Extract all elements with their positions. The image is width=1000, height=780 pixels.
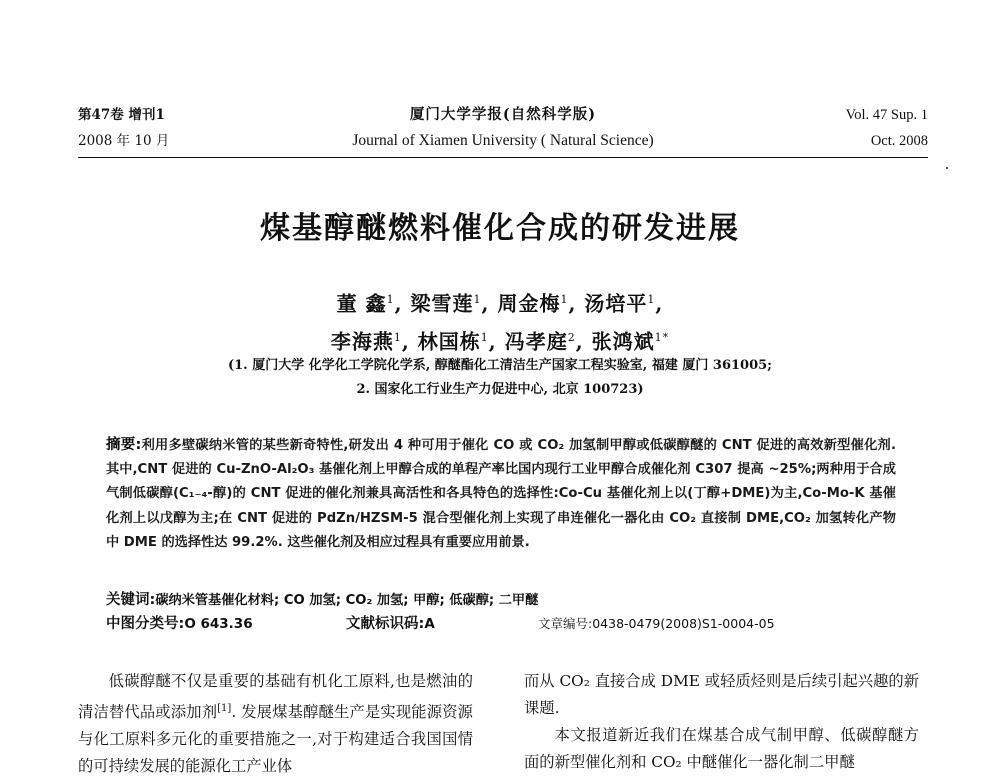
body-paragraph: 本文报道新近我们在煤基合成气制甲醇、低碳醇醚方面的新型催化剂和 CO₂ 中醚催化一器化制二甲醚 bbox=[524, 726, 919, 771]
author-affil-mark: 1 bbox=[386, 293, 395, 306]
author: 梁雪莲 bbox=[410, 291, 474, 316]
volume-info-en bbox=[846, 102, 928, 154]
author: 林国栋 bbox=[417, 329, 481, 354]
article-number: 文章编号:0438-0479(2008)S1-0004-05 bbox=[538, 616, 775, 631]
doc-code-value: A bbox=[424, 616, 435, 632]
author: 汤培平 bbox=[584, 291, 648, 316]
author: 董 鑫 bbox=[336, 291, 387, 316]
body-text: . 发展煤基醇醚生产是实现能源资源与化工原料多元化的重要措施之一,对于构建适合我国国情的可持续发展的能源化工产业体 bbox=[78, 703, 473, 776]
clc-number bbox=[106, 613, 253, 635]
affiliations bbox=[0, 354, 1000, 402]
author-list bbox=[0, 283, 1000, 358]
document-code bbox=[346, 613, 435, 635]
body-text: 低碳醇醚不仅是重要的基础有机化工原料,也是燃油的清洁替代品或添加剂 bbox=[78, 672, 473, 722]
clc-value: O 643.36 bbox=[184, 616, 253, 632]
author-affil-mark: 1 bbox=[480, 330, 489, 344]
header-rule bbox=[78, 157, 928, 158]
author: 周金梅 bbox=[497, 291, 561, 316]
volume-issue-en: Vol. 47 Sup. 1 bbox=[845, 107, 928, 123]
journal-name-cn: 厦门大学学报(自然科学版) bbox=[409, 106, 597, 123]
body-paragraph bbox=[78, 668, 473, 780]
running-header bbox=[78, 102, 928, 162]
body-paragraph: 而从 CO₂ 直接合成 DME 或轻质烃则是后续引起兴趣的新课题. bbox=[524, 672, 919, 717]
affiliation-1: (1. 厦门大学 化学化工学院化学系, 醇醚酯化工清洁生产国家工程实验室, 福建 厦门 361005; bbox=[227, 358, 772, 373]
scan-speck bbox=[946, 167, 948, 169]
keywords-label: 关键词: bbox=[106, 592, 156, 608]
publication-date: 2008 年 10 月 bbox=[78, 133, 170, 149]
paper-title: 煤基醇醚燃料催化合成的研发进展 bbox=[260, 211, 740, 246]
journal-name bbox=[78, 102, 928, 154]
author-affil-mark: 1* bbox=[654, 330, 670, 344]
volume-issue: 第47卷 增刊1 bbox=[78, 107, 165, 123]
affiliation-2: 2. 国家化工行业生产力促进中心, 北京 100723) bbox=[356, 382, 644, 397]
author-line-1: 董 鑫$^1$, 梁雪莲$^1$, 周金梅$^1$, 汤培平$^1$, bbox=[336, 291, 664, 316]
author-affil-mark: 1 bbox=[647, 293, 656, 306]
author: 张鸿斌 bbox=[591, 329, 655, 354]
citation: [1] bbox=[217, 703, 232, 714]
author-affil-mark: 1 bbox=[473, 293, 482, 306]
body-column-left bbox=[78, 668, 473, 780]
classification-line bbox=[106, 613, 896, 635]
publication-date-en: Oct. 2008 bbox=[870, 133, 928, 149]
author-affil-mark: 1 bbox=[393, 330, 402, 344]
clc-label: 中图分类号: bbox=[106, 616, 185, 632]
doc-code-label: 文献标识码: bbox=[346, 616, 425, 632]
abstract-text: 利用多壁碳纳米管的某些新奇特性,研发出 4 种可用于催化 CO 或 CO₂ 加氢制甲醇或低碳醇醚的 CNT 促进的高效新型催化剂. 其中,CNT 促进的 Cu-ZnO-Al₂O₃ 基催化剂上甲醇合成的单程产率比国内现行工业甲醇合成催化剂 C307 提高 ~25%;两种用于合成气制低碳醇(C₁₋₄-醇)的 CNT 促进的催化剂兼具高活性和各具特色的选择性:Co-Cu 基催化剂上以(丁醇+DME)为主,Co-Mo-K 基催化剂上以戊醇为主;在 CNT 促进的 PdZn/HZSM-5 混合型催化剂上实现了串连催化一器化由 CO₂ 直接制 DME,CO₂ 加氢转化产物中 DME 的选择性达 99.2%. 这些催化剂及相应过程具有重要应用前景. bbox=[106, 438, 896, 550]
abstract bbox=[106, 433, 896, 555]
keywords-text: 碳纳米管基催化材料; CO 加氢; CO₂ 加氢; 甲醇; 低碳醇; 二甲醚 bbox=[155, 593, 539, 608]
journal-name-en: Journal of Xiamen University ( Natural Science) bbox=[352, 132, 654, 149]
keywords bbox=[106, 589, 896, 612]
author: 冯孝庭 bbox=[504, 329, 568, 354]
author-line-2: 李海燕$^1$, 林国栋$^1$, 冯孝庭$^2$, 张鸿斌$^{1*}$ bbox=[330, 329, 670, 354]
author: 李海燕 bbox=[330, 329, 394, 354]
abstract-label: 摘要: bbox=[106, 437, 142, 453]
author-affil-mark: 2 bbox=[567, 330, 576, 344]
author-affil-mark: 1 bbox=[560, 293, 569, 306]
